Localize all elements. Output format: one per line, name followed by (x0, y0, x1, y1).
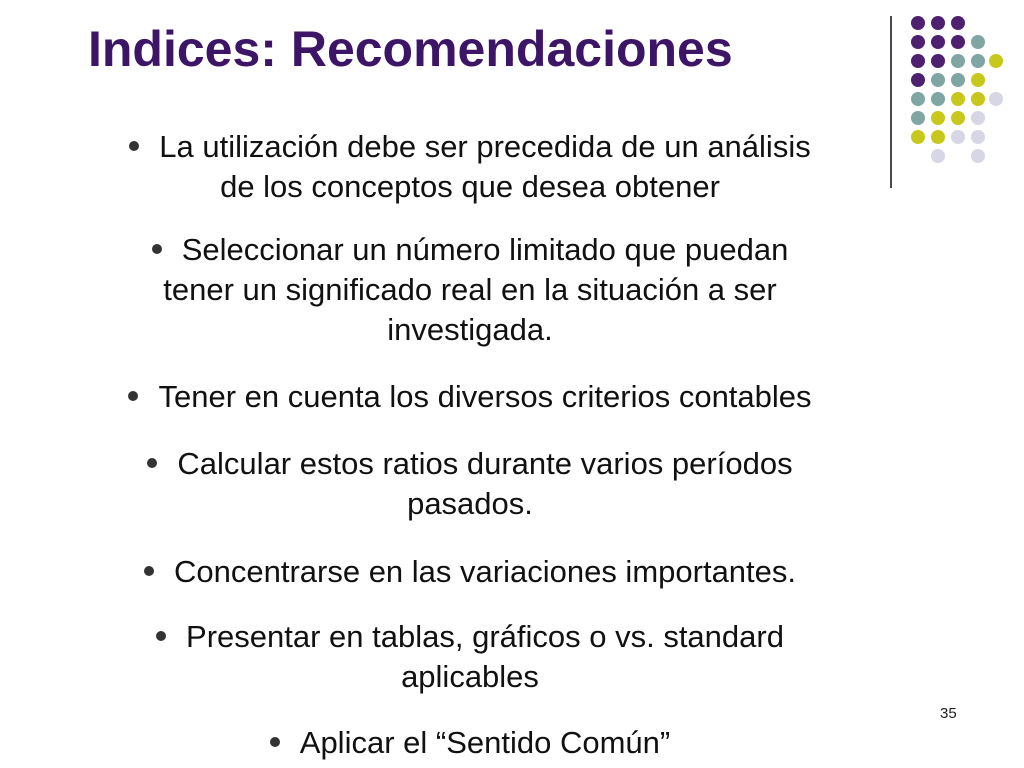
bullet-item (50, 127, 890, 207)
bullet-line: aplicables (401, 659, 539, 694)
bullet-line: pasados. (407, 486, 533, 521)
bullet-line: La utilización debe ser precedida de un análisis (50, 127, 890, 167)
bullet-icon (144, 566, 154, 576)
bullet-item (50, 230, 890, 350)
bullet-item (50, 444, 890, 524)
bullet-line: investigada. (387, 312, 553, 347)
bullet-line: Tener en cuenta los diversos criterios contables (50, 377, 890, 417)
bullet-icon (129, 141, 139, 151)
page-number: 35 (940, 705, 957, 722)
bullet-icon (128, 391, 138, 401)
bullet-line: de los conceptos que desea obtener (220, 169, 720, 204)
bullet-icon (147, 458, 157, 468)
bullet-line: Concentrarse en las variaciones importantes. (50, 552, 890, 592)
bullet-item (50, 552, 890, 592)
bullet-line: Aplicar el “Sentido Común” (50, 723, 890, 763)
bullet-icon (152, 244, 162, 254)
bullet-item (50, 723, 890, 763)
bullet-icon (270, 737, 280, 747)
bullet-line: tener un significado real en la situación a ser (163, 272, 777, 307)
bullet-line: Seleccionar un número limitado que puedan (50, 230, 890, 270)
bullet-icon (156, 631, 166, 641)
bullet-line: Calcular estos ratios durante varios períodos (50, 444, 890, 484)
bullet-item (50, 377, 890, 417)
bullet-item (50, 617, 890, 697)
slide-title: Indices: Recomendaciones (88, 21, 733, 77)
bullet-line: Presentar en tablas, gráficos o vs. standard (50, 617, 890, 657)
